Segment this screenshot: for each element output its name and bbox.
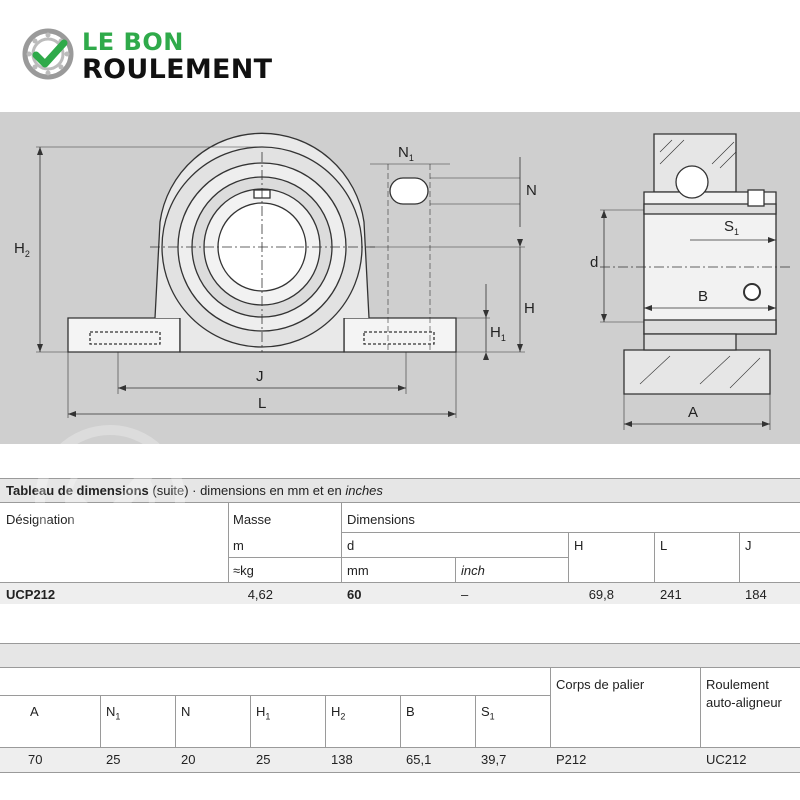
cell2-n1: 25 [106,752,121,767]
th-designation: Désignation [6,512,75,527]
cell2-corps: P212 [556,752,587,767]
brand-logo [22,24,322,86]
divider [0,667,800,668]
table2-title-bar [0,643,800,668]
cell-designation: UCP212 [6,587,56,602]
cell-d-mm: 60 [347,587,362,602]
label-h2: $H_2$ [14,240,30,259]
divider [0,502,800,503]
label-n: N [526,182,537,199]
table1-title-bar [0,478,800,503]
label-h1: $H_1$ [490,324,506,343]
th2-s1: $S_1$ [481,704,495,722]
divider [341,557,568,558]
cell2-h2: 138 [331,752,353,767]
cell2-a: 70 [28,752,43,767]
th-h: H [574,538,584,553]
divider [0,772,800,773]
label-h: H [524,300,535,317]
cell2-n: 20 [181,752,196,767]
divider [0,695,550,696]
brand-line1: LE BON [82,28,184,56]
check-bearing-icon [22,28,74,80]
th-masse: Masse [233,512,272,527]
th2-n: N [181,704,191,719]
th-inch: inch [461,563,485,578]
th2-n1: $N_1$ [106,704,121,722]
label-b: B [698,288,709,305]
th-mm: mm [347,563,369,578]
label-n1: $N_1$ [398,144,414,163]
cell-h: 69,8 [588,587,614,602]
th-j: J [745,538,752,553]
cell-d-inch: – [461,587,469,602]
brand-line2: ROULEMENT [82,54,273,85]
cell-j: 184 [745,587,767,602]
th-l: L [660,538,668,553]
th2-roulement-2: auto-aligneur [706,695,782,710]
technical-drawing [0,112,800,444]
th2-h2: $H_2$ [331,704,346,722]
th-dimensions: Dimensions [347,512,415,527]
cell2-b: 65,1 [406,752,432,767]
cell-l: 241 [660,587,682,602]
th-d: d [347,538,355,553]
th2-corps: Corps de palier [556,677,645,692]
th2-a: A [30,704,39,719]
divider [341,532,800,533]
table1-title: Tableau de dimensions (suite) · dimensions en mm et en inches [6,483,383,498]
th2-h1: $H_1$ [256,704,271,722]
cell-masse: 4,62 [247,587,273,602]
label-d: d [590,254,599,271]
label-l: L [258,395,267,412]
cell2-roulement: UC212 [706,752,747,767]
th2-b: B [406,704,415,719]
label-s1: $S_1$ [724,218,740,237]
cell2-s1: 39,7 [481,752,507,767]
label-j: J [256,368,264,385]
divider [228,557,341,558]
th-masse-unit: ≈kg [233,563,254,578]
cell2-h1: 25 [256,752,271,767]
th2-roulement-1: Roulement [706,677,769,692]
label-a: A [688,404,699,421]
th-masse-m: m [233,538,244,553]
